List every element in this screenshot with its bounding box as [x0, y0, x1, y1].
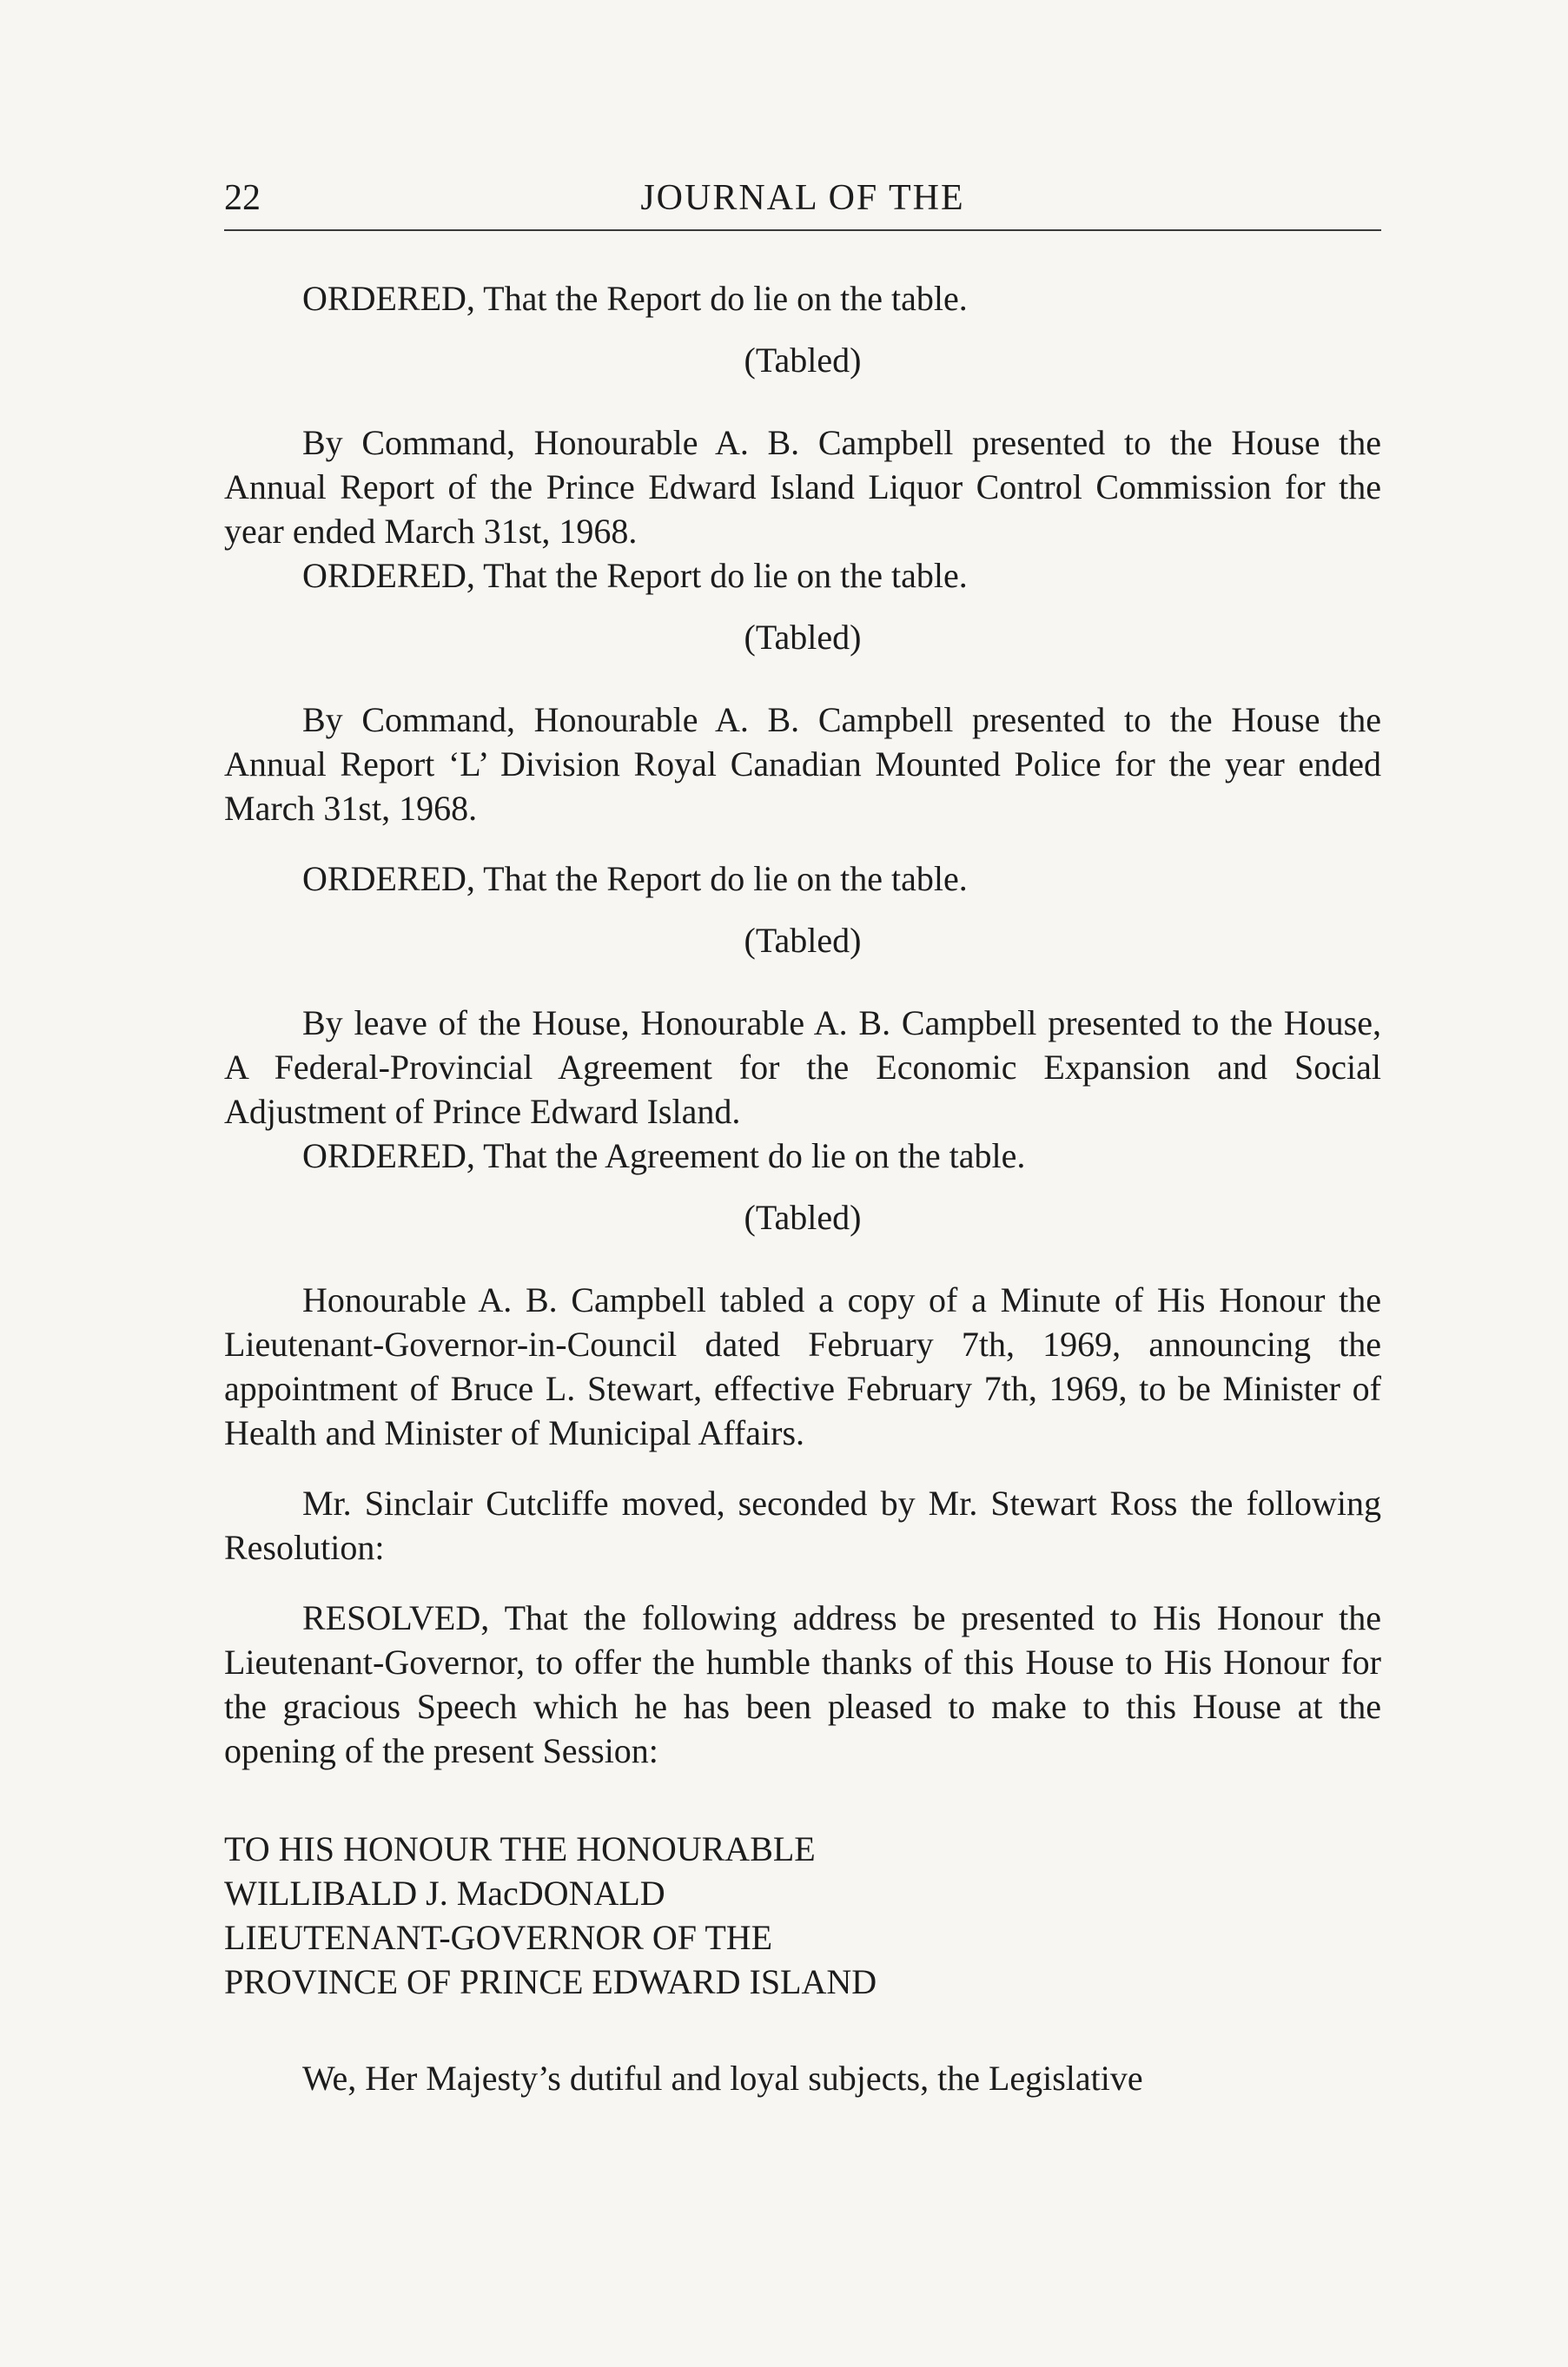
- resolution-paragraph: RESOLVED, That the following address be presented to His Honour the Lieutenant-Governor, to offer the humble thanks of this House to His Honour for the gracious Speech which he has been pleased to make to this House at the opening of the present Session:: [224, 1598, 1381, 1770]
- address-line: PROVINCE OF PRINCE EDWARD ISLAND: [224, 1962, 877, 2001]
- address-line: TO HIS HONOUR THE HONOURABLE: [224, 1829, 816, 1868]
- leave-paragraph: By leave of the House, Honourable A. B. Campbell presented to the House, A Federal-Provincial Agreement for the Economic Expansion and Social Adjustment of Prince Edward Island.: [224, 1003, 1381, 1131]
- ordered-paragraph: ORDERED, That the Report do lie on the table.: [302, 556, 968, 595]
- tabled-note: (Tabled): [744, 618, 862, 657]
- running-head: JOURNAL OF THE: [640, 178, 965, 218]
- address-line: LIEUTENANT-GOVERNOR OF THE: [224, 1918, 773, 1957]
- motion-paragraph: Mr. Sinclair Cutcliffe moved, seconded by Mr. Stewart Ross the following Resolution:: [224, 1484, 1381, 1567]
- page-number: 22: [224, 178, 261, 218]
- ordered-paragraph: ORDERED, That the Report do lie on the table.: [302, 859, 968, 898]
- command-paragraph: By Command, Honourable A. B. Campbell presented to the House the Annual Report of the Prince Edward Island Liquor Control Commission for the year ended March 31st, 1968.: [224, 423, 1381, 551]
- ordered-paragraph: ORDERED, That the Agreement do lie on the table.: [302, 1136, 1026, 1175]
- address-line: WILLIBALD J. MacDONALD: [224, 1874, 665, 1913]
- minute-paragraph: Honourable A. B. Campbell tabled a copy of a Minute of His Honour the Lieutenant-Governor-in-Council dated February 7th, 1969, announcing the appointment of Bruce L. Stewart, effective February 7th, 1969, to be Minister of Health and Minister of Municipal Affairs.: [224, 1280, 1381, 1452]
- ordered-paragraph: ORDERED, That the Report do lie on the table.: [302, 279, 968, 318]
- tabled-note: (Tabled): [744, 341, 862, 380]
- tabled-note: (Tabled): [744, 921, 862, 960]
- body-text: [224, 276, 1381, 2100]
- command-paragraph: By Command, Honourable A. B. Campbell presented to the House the Annual Report ‘L’ Division Royal Canadian Mounted Police for the year ended March 31st, 1968.: [224, 700, 1381, 828]
- address-block: [224, 1827, 1381, 2004]
- tabled-note: (Tabled): [744, 1198, 862, 1237]
- page-header: [224, 177, 1381, 231]
- address-opening-line: We, Her Majesty’s dutiful and loyal subjects, the Legislative: [302, 2059, 1143, 2098]
